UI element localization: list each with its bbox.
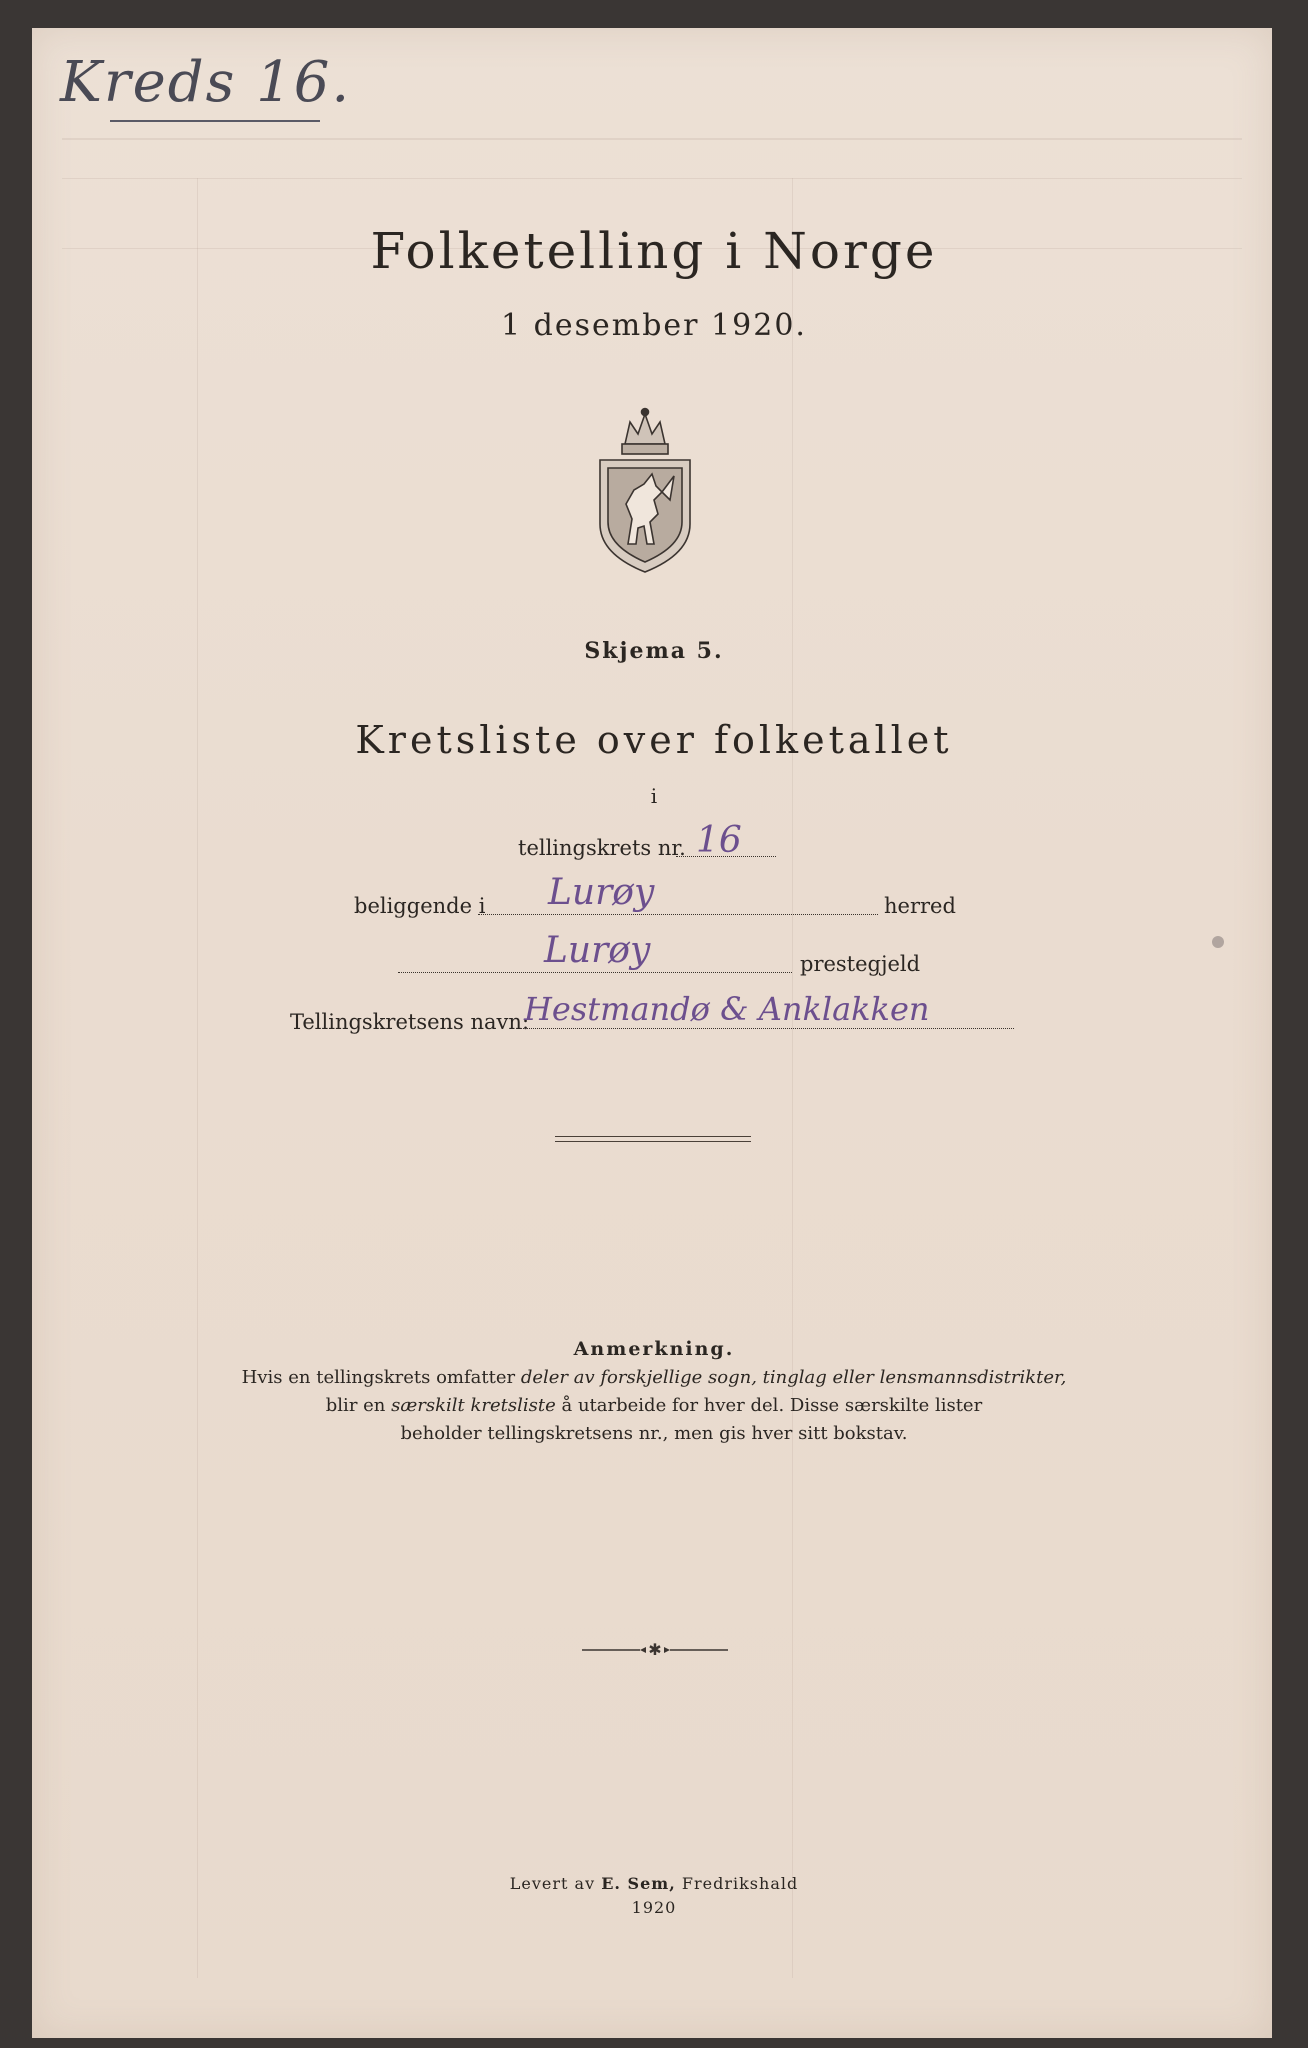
remark-line-2-italic: særskilt kretsliste bbox=[391, 1395, 556, 1416]
corner-note-underline bbox=[110, 120, 320, 122]
remark-line-2-text-c: å utarbeide for hver del. Disse særskilte lister bbox=[555, 1395, 983, 1416]
connector-word: i bbox=[650, 784, 658, 808]
parish-label: prestegjeld bbox=[800, 952, 921, 976]
remark-heading: Anmerkning. bbox=[573, 1338, 735, 1360]
located-in-label: beliggende i bbox=[354, 894, 486, 918]
page-title: Folketelling i Norge bbox=[370, 222, 938, 280]
district-name-label: Tellingskretsens navn: bbox=[290, 1010, 530, 1034]
printer-city: Fredrikshald bbox=[675, 1874, 799, 1893]
print-year: 1920 bbox=[631, 1898, 677, 1917]
norwegian-coat-of-arms-icon bbox=[592, 404, 698, 574]
printer-credit bbox=[0, 1874, 1308, 1893]
printer-credit-prefix: Levert av bbox=[509, 1874, 602, 1893]
located-in-line bbox=[478, 914, 878, 915]
herred-label: herred bbox=[884, 894, 956, 918]
remark-line-1-italic: deler av forskjellige sogn, tinglag eller lensmannsdistrikter, bbox=[520, 1367, 1067, 1388]
census-date: 1 desember 1920. bbox=[501, 308, 807, 343]
remark-line-3: beholder tellingskretsens nr., men gis hver sitt bokstav. bbox=[400, 1423, 908, 1444]
section-divider bbox=[555, 1136, 751, 1142]
district-number-value: 16 bbox=[696, 820, 742, 861]
form-subtitle: Kretsliste over folketallet bbox=[355, 718, 953, 762]
svg-text:✱: ✱ bbox=[648, 1640, 662, 1659]
handwritten-corner-note: Kreds 16. bbox=[60, 50, 352, 115]
schema-number: Skjema 5. bbox=[584, 638, 724, 664]
ornament-icon bbox=[580, 1640, 730, 1660]
district-name-value: Hestmandø & Anklakken bbox=[524, 990, 930, 1028]
paper-spot bbox=[1212, 936, 1224, 948]
remark-line-1-text: Hvis en tellingskrets omfatter bbox=[241, 1367, 521, 1388]
district-number-label: tellingskrets nr. bbox=[518, 836, 686, 860]
printer-name: E. Sem, bbox=[601, 1874, 676, 1893]
parish-value: Lurøy bbox=[544, 930, 651, 971]
remark-line-2-text-a: blir en bbox=[325, 1395, 392, 1416]
remark-line-2 bbox=[0, 1392, 1308, 1420]
district-name-line bbox=[520, 1028, 1014, 1029]
parish-line bbox=[398, 972, 792, 973]
remark-line-1 bbox=[0, 1364, 1308, 1392]
located-in-value: Lurøy bbox=[548, 872, 655, 913]
